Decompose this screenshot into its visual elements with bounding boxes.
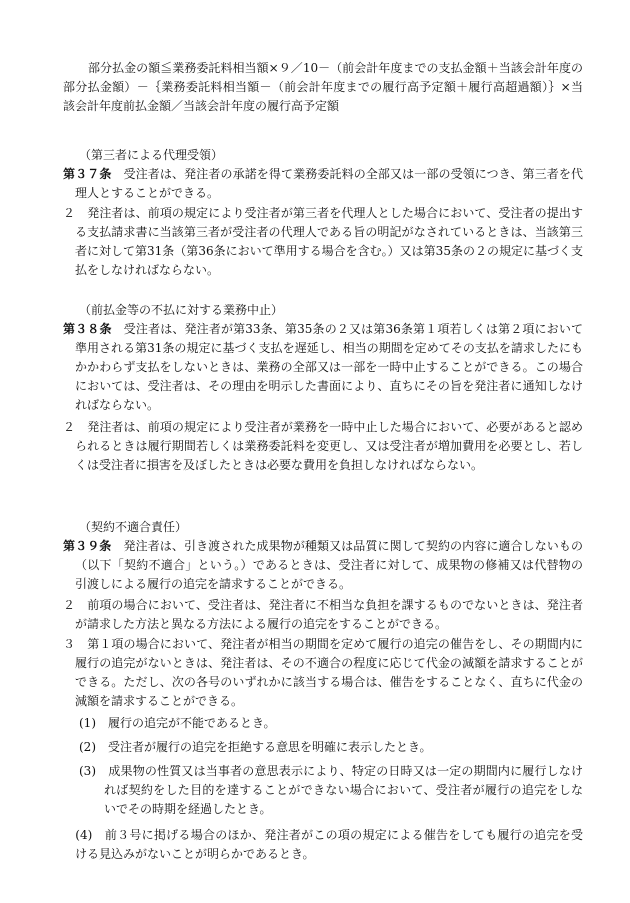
paragraph-number: ３ (63, 637, 76, 651)
article-37-heading: （第三者による代理受領） (79, 148, 224, 162)
list-item (63, 826, 583, 864)
paragraph-text: 第１項の場合において、発注者が相当の期間を定めて履行の追完の催告をし、その期間内に履行の追完がないときは、発注者は、その不適合の程度に応じて代金の減額を請求することができる。ただし、次の各号のいずれかに該当する場合は、催告をすることなく、直ちに代金の減額を請求することができる。 (75, 637, 583, 708)
article-37-paragraph-2 (63, 204, 583, 280)
list-item (79, 714, 583, 733)
item-text: 履行の追完が不能であるとき。 (108, 716, 276, 730)
article-38-text: 受注者は、発注者が第33条、第35条の２又は第36条第１項若しくは第２項において準用される第31条の規定に基づく支払を遅延し、相当の期間を定めてその支払を請求したにもかかわらず支払をしないときは、業務の全部又は一部を一時中止することができる。この場合においては、受注者は、その理由を明示した書面により、直ちにその旨を発注者に通知しなければならない。 (75, 322, 583, 412)
article-39-paragraph-2 (63, 596, 583, 634)
item-text: 前３号に掲げる場合のほか、発注者がこの項の規定による催告をしても履行の追完を受ける見込みがないことが明らかであるとき。 (75, 828, 583, 861)
article-37-text: 受注者は、発注者の承諾を得て業務委託料の全部又は一部の受領につき、第三者を代理人とすることができる。 (75, 167, 583, 200)
paragraph-number: ２ (63, 206, 76, 220)
formula-text: 部分払金の額≦業務委託料相当額×９／10－（前会計年度までの支払金額＋当該会計年度の部分払金額）－｛業務委託料相当額－（前会計年度までの履行高予定額＋履行高超過額）｝×当該会計年度前払金額／当該会計年度の履行高予定額 (63, 61, 583, 113)
article-38-paragraph-2 (63, 418, 583, 475)
article-39-paragraph-3 (63, 635, 583, 711)
article-38-heading: （前払金等の不払に対する業務中止） (79, 303, 284, 317)
list-item (79, 738, 583, 757)
item-text: 受注者が履行の追完を拒絶する意思を明確に表示したとき。 (108, 740, 432, 754)
article-39-number: 第３９条 (63, 539, 112, 553)
paragraph-text: 発注者は、前項の規定により受注者が業務を一時中止した場合において、必要があると認められるときは履行期間若しくは業務委託料を変更し、又は受注者が増加費用を必要とし、若しくは受注者に損害を及ぼしたときは必要な費用を負担しなければならない。 (75, 420, 583, 472)
article-39-heading: （契約不適合責任） (79, 520, 188, 534)
formula-paragraph (63, 59, 583, 116)
item-number: (3) (79, 764, 96, 778)
article-38-number: 第３８条 (63, 322, 112, 336)
item-number: (1) (79, 716, 96, 730)
article-37-number: 第３７条 (63, 167, 112, 181)
article-38-body (63, 320, 583, 415)
paragraph-number: ２ (63, 598, 76, 612)
item-text: 成果物の性質又は当事者の意思表示により、特定の日時又は一定の期間内に履行しなければ契約をした目的を達することができない場合において、受注者が履行の追完をしないでその時期を経過したとき。 (104, 764, 583, 816)
paragraph-text: 前項の場合において、受注者は、発注者に不相当な負担を課するものでないときは、発注者が請求した方法と異なる方法による履行の追完をすることができる。 (75, 598, 583, 631)
article-39-text: 発注者は、引き渡された成果物が種類又は品質に関して契約の内容に適合しないもの（以下「契約不適合」という。）であるときは、受注者に対して、成果物の修補又は代替物の引渡しによる履行の追完を請求することができる。 (75, 539, 583, 591)
item-number: (2) (79, 740, 96, 754)
article-39-body (63, 537, 583, 594)
paragraph-number: ２ (63, 420, 76, 434)
paragraph-text: 発注者は、前項の規定により受注者が第三者を代理人とした場合において、受注者の提出する支払請求書に当該第三者が受注者の代理人である旨の明記がなされているときは、当該第三者に対して第31条（第36条において準用する場合を含む。）又は第35条の２の規定に基づく支払をしなければならない。 (75, 206, 583, 277)
list-item (79, 762, 583, 819)
article-37-body (63, 165, 583, 203)
item-number: (4) (75, 828, 93, 842)
